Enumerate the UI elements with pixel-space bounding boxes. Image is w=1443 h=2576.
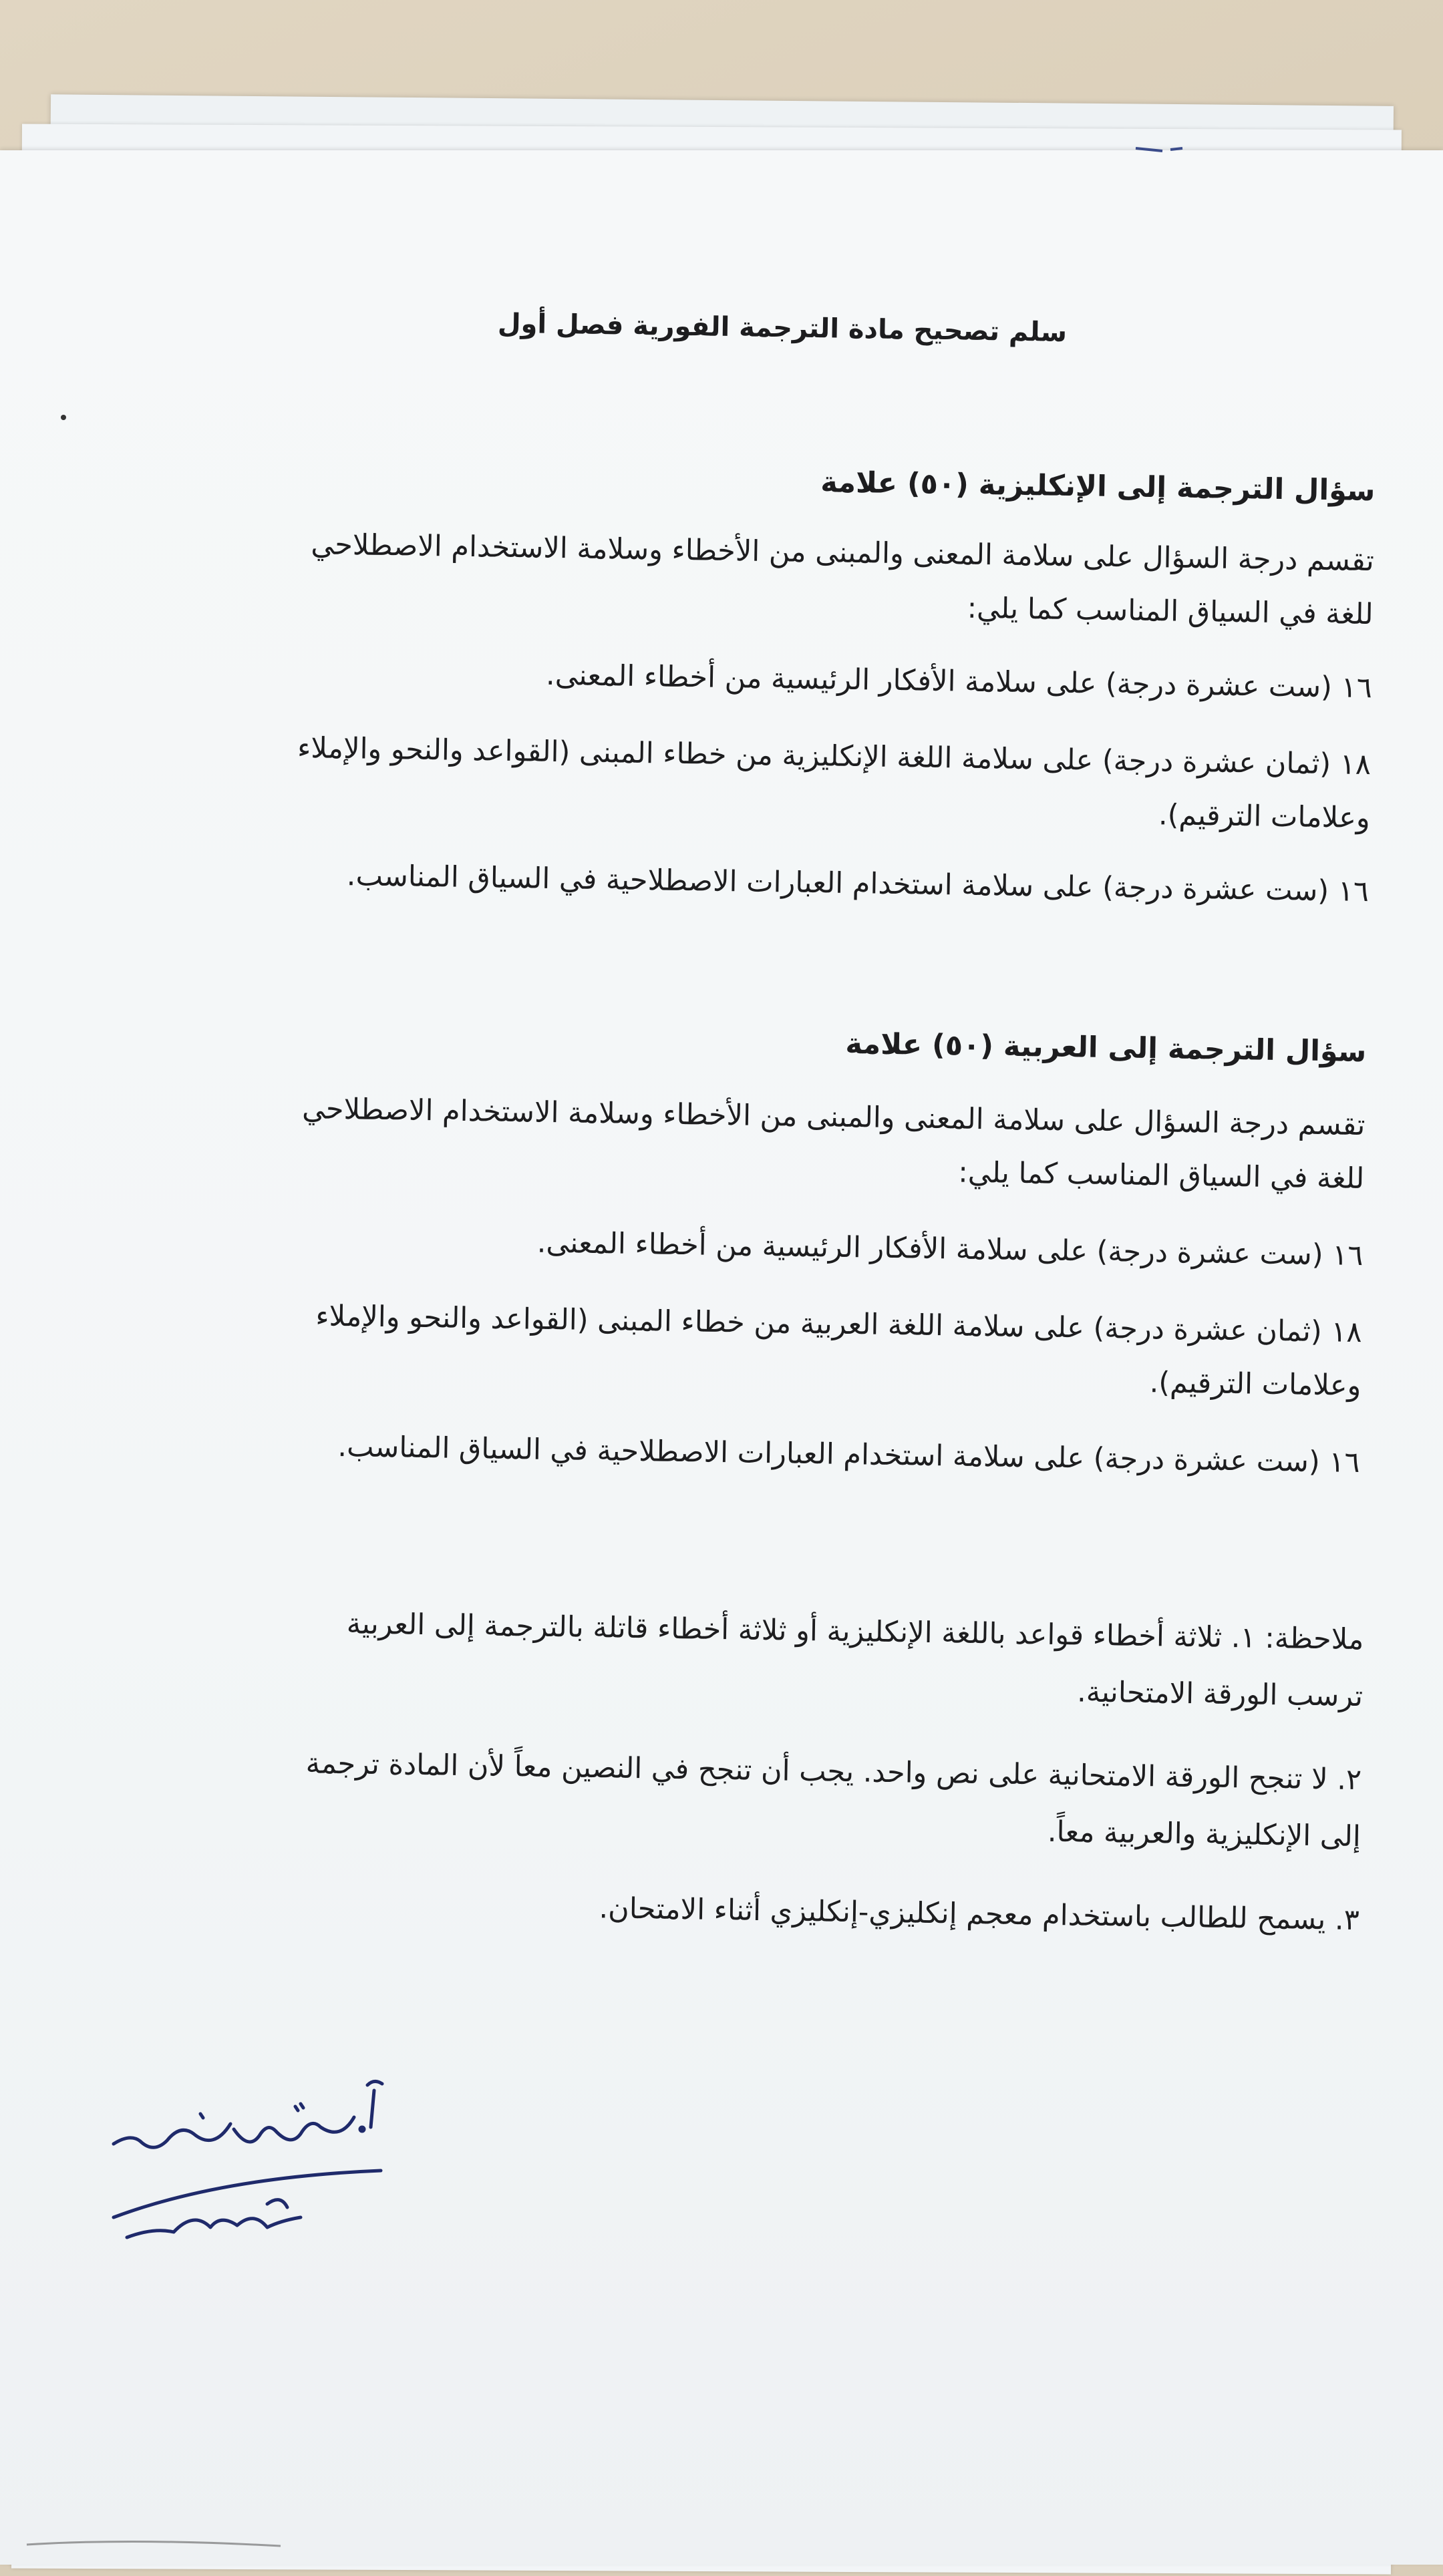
section-arabic-item1: ١٦ (ست عشرة درجة) على سلامة الأفكار الرئيسية من أخطاء المعنى. <box>536 1226 1364 1273</box>
section-english-item2-line2: وعلامات الترقيم). <box>1158 798 1371 836</box>
section-arabic-item2-line1: ١٨ (ثمان عشرة درجة) على سلامة اللغة العربية من خطاء المبنى (القواعد والنحو والإملاء <box>315 1299 1363 1350</box>
note1-line2: ترسب الورقة الامتحانية. <box>1076 1675 1364 1714</box>
note1-line1: ملاحظة: ١. ثلاثة أخطاء قواعد باللغة الإنكليزية أو ثلاثة أخطاء قاتلة بالترجمة إلى العربية <box>346 1607 1364 1657</box>
section-arabic-intro-line1: تقسم درجة السؤال على سلامة المعنى والمبنى من الأخطاء وسلامة الاستخدام الاصطلاحي <box>301 1092 1366 1143</box>
section-arabic-item3: ١٦ (ست عشرة درجة) على سلامة استخدام العبارات الاصطلاحية في السياق المناسب. <box>337 1430 1360 1480</box>
note2-line2: إلى الإنكليزية والعربية معاً. <box>1047 1815 1361 1854</box>
section-arabic-heading: سؤال الترجمة إلى العربية (٥٠) علامة <box>845 1027 1367 1069</box>
section-english-item2-line1: ١٨ (ثمان عشرة درجة) على سلامة اللغة الإنكليزية من خطاء المبنى (القواعد والنحو والإملاء <box>297 731 1372 782</box>
section-english-item3: ١٦ (ست عشرة درجة) على سلامة استخدام العبارات الاصطلاحية في السياق المناسب. <box>346 859 1370 909</box>
note2-line1: ٢. لا تنجح الورقة الامتحانية على نص واحد. يجب أن تنجح في النصين معاً لأن المادة ترجمة <box>305 1746 1362 1797</box>
section-english-intro-line2: للغة في السياق المناسب كما يلي: <box>967 591 1374 632</box>
handwritten-signature <box>100 2077 408 2251</box>
section-english-item1: ١٦ (ست عشرة درجة) على سلامة الأفكار الرئيسية من أخطاء المعنى. <box>545 658 1373 705</box>
section-english-heading: سؤال الترجمة إلى الإنكليزية (٥٠) علامة <box>820 466 1376 508</box>
section-arabic-item2-line2: وعلامات الترقيم). <box>1149 1366 1361 1403</box>
note3: ٣. يسمح للطالب باستخدام معجم إنكليزي-إنكليزي أثناء الامتحان. <box>599 1891 1360 1938</box>
section-english-intro-line1: تقسم درجة السؤال على سلامة المعنى والمبنى من الأخطاء وسلامة الاستخدام الاصطلاحي <box>311 528 1375 578</box>
section-arabic-intro-line2: للغة في السياق المناسب كما يلي: <box>957 1155 1365 1196</box>
page-title: سلم تصحيح مادة الترجمة الفورية فصل أول <box>497 308 1068 348</box>
